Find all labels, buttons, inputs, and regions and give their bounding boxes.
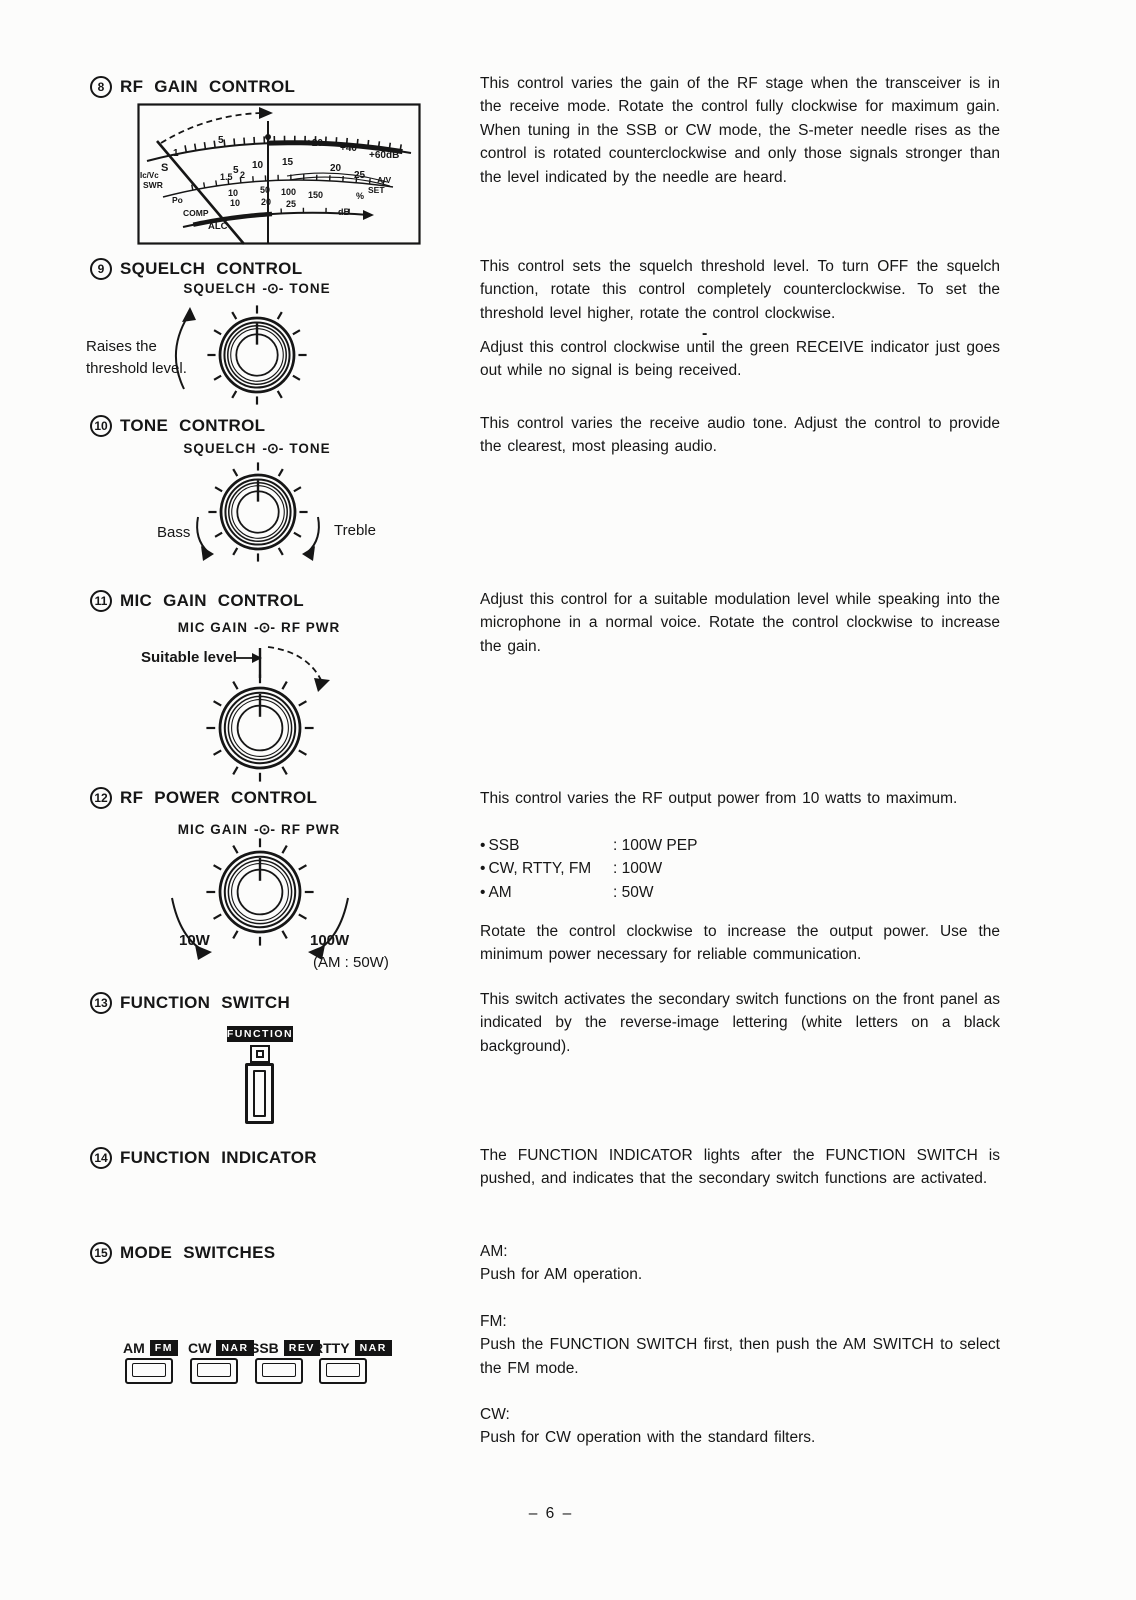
mode-name: FM: xyxy=(480,1313,507,1330)
meter-label: 10 xyxy=(230,198,241,208)
mode-description-cw xyxy=(480,1403,1000,1450)
section-title: MODE SWITCHES xyxy=(120,1243,276,1262)
button-face xyxy=(197,1363,231,1377)
meter-label: ALC xyxy=(208,221,228,232)
body-text-squelch-2: Adjust this control clockwise until the green RECEIVE indicator just goes out while no signal is being received. xyxy=(480,339,1000,380)
mode-switch-group-rtty xyxy=(313,1340,392,1356)
mode-desc: Push for CW operation with the standard filters. xyxy=(480,1429,816,1447)
mode-name: CW: xyxy=(480,1406,510,1423)
rotate-cw-dashed-arrow xyxy=(268,647,322,682)
meter-label: 100 xyxy=(281,187,297,197)
meter-label: 25 xyxy=(354,170,366,181)
function-switch-button xyxy=(245,1063,274,1124)
section-heading-tone xyxy=(90,415,265,437)
mode-switch-button-am xyxy=(125,1358,173,1384)
mode-secondary-badge: FM xyxy=(150,1340,178,1356)
arrowhead-icon xyxy=(201,546,214,561)
mode-switch-button-cw xyxy=(190,1358,238,1384)
mode-name: AM: xyxy=(480,1243,508,1260)
function-switch-button-inner xyxy=(253,1070,266,1117)
rotate-ccw-arrow xyxy=(176,316,188,389)
section-number-icon: 11 xyxy=(90,590,112,612)
section-number-icon: 9 xyxy=(90,258,112,280)
knob-pointer-icon: -⊙- xyxy=(253,821,276,837)
meter-label: 20 xyxy=(330,163,342,174)
meter-label: 20 xyxy=(261,197,272,207)
body-text-function-indicator: The FUNCTION INDICATOR lights after the FUNCTION SWITCH is pushed, and indicates that the secondary switch functions are activated. xyxy=(480,1147,1000,1188)
knob-pointer-icon: -⊙- xyxy=(262,280,284,296)
meter-frame xyxy=(139,105,420,244)
function-indicator-lamp xyxy=(250,1045,270,1063)
meter-label: +20 xyxy=(306,138,323,149)
mode-secondary-badge: REV xyxy=(284,1340,320,1356)
mode-label: AM xyxy=(123,1340,145,1356)
body-text-tone: This control varies the receive audio tone. Adjust the control to provide the clearest, most pleasing audio. xyxy=(480,415,1000,456)
spec-label: SSB xyxy=(488,837,520,854)
mode-switch-group-cw xyxy=(188,1340,254,1356)
meter-label: 2 xyxy=(240,170,246,180)
section-title: SQUELCH CONTROL xyxy=(120,259,303,278)
page-number: – 6 – xyxy=(528,1505,574,1522)
meter-label: +40 xyxy=(340,143,357,154)
mode-switch-button-ssb xyxy=(255,1358,303,1384)
section-number-icon: 12 xyxy=(90,787,112,809)
meter-label: S xyxy=(161,162,169,174)
section-number-icon: 14 xyxy=(90,1147,112,1169)
mode-label: RTTY xyxy=(313,1340,350,1356)
mode-desc: Push for AM operation. xyxy=(480,1266,643,1284)
section-number-icon: 15 xyxy=(90,1242,112,1264)
rf-power-spec-list xyxy=(480,834,1000,904)
meter-label: SWR xyxy=(143,180,163,190)
meter-label: 150 xyxy=(308,190,324,200)
mode-switch-group-am xyxy=(123,1340,178,1356)
section-heading-rf-gain xyxy=(90,76,295,98)
body-text-mic-gain: Adjust this control for a suitable modulation level while speaking into the microphone in a normal voice. Rotate the control clockwise to increase the gain. xyxy=(480,591,1000,655)
section-heading-squelch xyxy=(90,258,302,280)
section-title: FUNCTION INDICATOR xyxy=(120,1148,317,1167)
mode-secondary-badge: NAR xyxy=(355,1340,392,1356)
meter-label: 1.5 xyxy=(220,172,233,182)
body-text-rf-power-rotate: Rotate the control clockwise to increase the output power. Use the minimum power necessary for reliable communication. xyxy=(480,923,1000,964)
meter-label: COMP xyxy=(183,208,209,218)
function-switch-badge: FUNCTION xyxy=(226,1028,294,1040)
arrowhead-icon xyxy=(182,307,196,322)
arrowhead-icon xyxy=(314,678,330,692)
meter-label: SET xyxy=(368,185,385,195)
section-title: RF GAIN CONTROL xyxy=(120,77,296,96)
list-item xyxy=(480,834,1000,857)
bullet-icon: • xyxy=(480,860,486,878)
tone-knob xyxy=(208,462,307,561)
meter-label: +60dB xyxy=(369,150,400,161)
mode-switch-button-rtty xyxy=(319,1358,367,1384)
knob-pointer-icon: -⊙- xyxy=(253,619,276,635)
section-title: RF POWER CONTROL xyxy=(120,788,318,807)
section-number-icon: 13 xyxy=(90,992,112,1014)
panel-label-right: RF PWR xyxy=(281,822,341,837)
meter-label: 10 xyxy=(252,160,264,171)
body-text-function-switch: This switch activates the secondary switch functions on the front panel as indicated by the reverse-image lettering (white letters on a black background). xyxy=(480,991,1000,1055)
max-power-am-label: (AM : 50W) xyxy=(313,954,389,971)
meter-label: 50 xyxy=(260,185,271,195)
meter-label: 25 xyxy=(286,199,297,209)
s-meter-diagram xyxy=(137,103,421,245)
panel-label-right: RF PWR xyxy=(281,620,341,635)
section-number-icon: 8 xyxy=(90,76,112,98)
spec-value: : 100W PEP xyxy=(613,837,698,854)
section-title: MIC GAIN CONTROL xyxy=(120,591,304,610)
meter-label: 5 xyxy=(233,165,239,176)
meter-label: 15 xyxy=(282,157,294,168)
mic-gain-knob xyxy=(206,674,313,781)
body-text-rf-power-intro: This control varies the RF output power from 10 watts to maximum. xyxy=(480,790,958,807)
meter-db-arrow-icon xyxy=(363,210,374,220)
button-face xyxy=(326,1363,360,1377)
meter-label: Po xyxy=(172,195,183,205)
min-power-label: 10W xyxy=(179,932,210,949)
panel-label-left: SQUELCH xyxy=(183,441,257,456)
section-heading-function-indicator xyxy=(90,1147,317,1169)
meter-sweep-arrowhead-icon xyxy=(259,107,273,119)
meter-label: A/V xyxy=(377,175,392,185)
arrowhead-icon xyxy=(302,546,315,561)
mode-desc: Push the FUNCTION SWITCH first, then push the AM SWITCH to select the FM mode. xyxy=(480,1336,1000,1377)
spec-value: : 50W xyxy=(613,883,654,901)
list-item xyxy=(480,857,1000,880)
suitable-level-label: Suitable level xyxy=(141,649,237,666)
squelch-knob xyxy=(207,305,306,404)
meter-label: 5 xyxy=(218,135,224,146)
meter-label: 10 xyxy=(228,188,239,198)
meter-dashed-sweep-arrow xyxy=(161,113,261,143)
mode-description-am xyxy=(480,1240,1000,1287)
mode-description-fm xyxy=(480,1310,1000,1380)
meter-label: dB xyxy=(338,207,350,217)
squelch-tone-panel-label xyxy=(183,280,330,297)
spec-label: CW, RTTY, FM xyxy=(488,860,592,878)
panel-label-left: SQUELCH xyxy=(183,281,257,296)
meter-label: Ic/Vc xyxy=(140,171,159,180)
spec-label: AM xyxy=(488,883,512,901)
button-face xyxy=(132,1363,166,1377)
paragraph-dash: - xyxy=(702,325,708,342)
bullet-icon: • xyxy=(480,883,486,901)
mode-switch-group-ssb xyxy=(250,1340,320,1356)
max-power-label: 100W xyxy=(310,932,350,949)
function-indicator-lamp-inner xyxy=(256,1050,264,1058)
meter-label: % xyxy=(356,191,365,201)
section-number-icon: 10 xyxy=(90,415,112,437)
meter-label: 1 xyxy=(173,148,179,159)
section-heading-mode-switches xyxy=(90,1242,275,1264)
treble-label: Treble xyxy=(334,522,376,539)
body-text-squelch-1: This control sets the squelch threshold level. To turn OFF the squelch function, rotate this control completely counterclockwise. To set the threshold level higher, rotate the control clockwise. xyxy=(480,258,1000,322)
panel-label-left: MIC GAIN xyxy=(177,822,248,837)
list-item xyxy=(480,881,1000,904)
mode-label: CW xyxy=(188,1340,212,1356)
tone-knob-diagram xyxy=(150,455,365,577)
section-title: TONE CONTROL xyxy=(120,416,266,435)
squelch-note: Raises the threshold level. xyxy=(86,338,187,377)
rf-power-knob xyxy=(206,838,313,945)
panel-label-left: MIC GAIN xyxy=(177,620,248,635)
treble-rotate-arrow xyxy=(308,517,319,552)
panel-label-right: TONE xyxy=(289,281,331,296)
mode-secondary-badge: NAR xyxy=(216,1340,253,1356)
body-text-rf-gain: This control varies the gain of the RF stage when the transceiver is in the receive mode. Rotate the control fully clockwise for maximum gain. When tuning in the SSB or CW mode, the S-meter needle rises as the control is rotated counterclockwise and only those signals stronger than the level indicated by the needle are heard. xyxy=(480,75,1000,186)
button-face xyxy=(262,1363,296,1377)
mode-label: SSB xyxy=(250,1340,279,1356)
knob-pointer-icon: -⊙- xyxy=(262,440,284,456)
spec-value: : 100W xyxy=(613,860,663,878)
section-heading-function-switch xyxy=(90,992,290,1014)
section-title: FUNCTION SWITCH xyxy=(120,993,291,1012)
panel-label-right: TONE xyxy=(289,441,331,456)
section-heading-mic-gain xyxy=(90,590,304,612)
bass-rotate-arrow xyxy=(197,517,208,552)
bass-label: Bass xyxy=(157,524,191,541)
section-heading-rf-power xyxy=(90,787,317,809)
squelch-knob-diagram xyxy=(150,296,365,416)
meter-center-dot xyxy=(265,134,271,140)
bullet-icon: • xyxy=(480,837,486,854)
